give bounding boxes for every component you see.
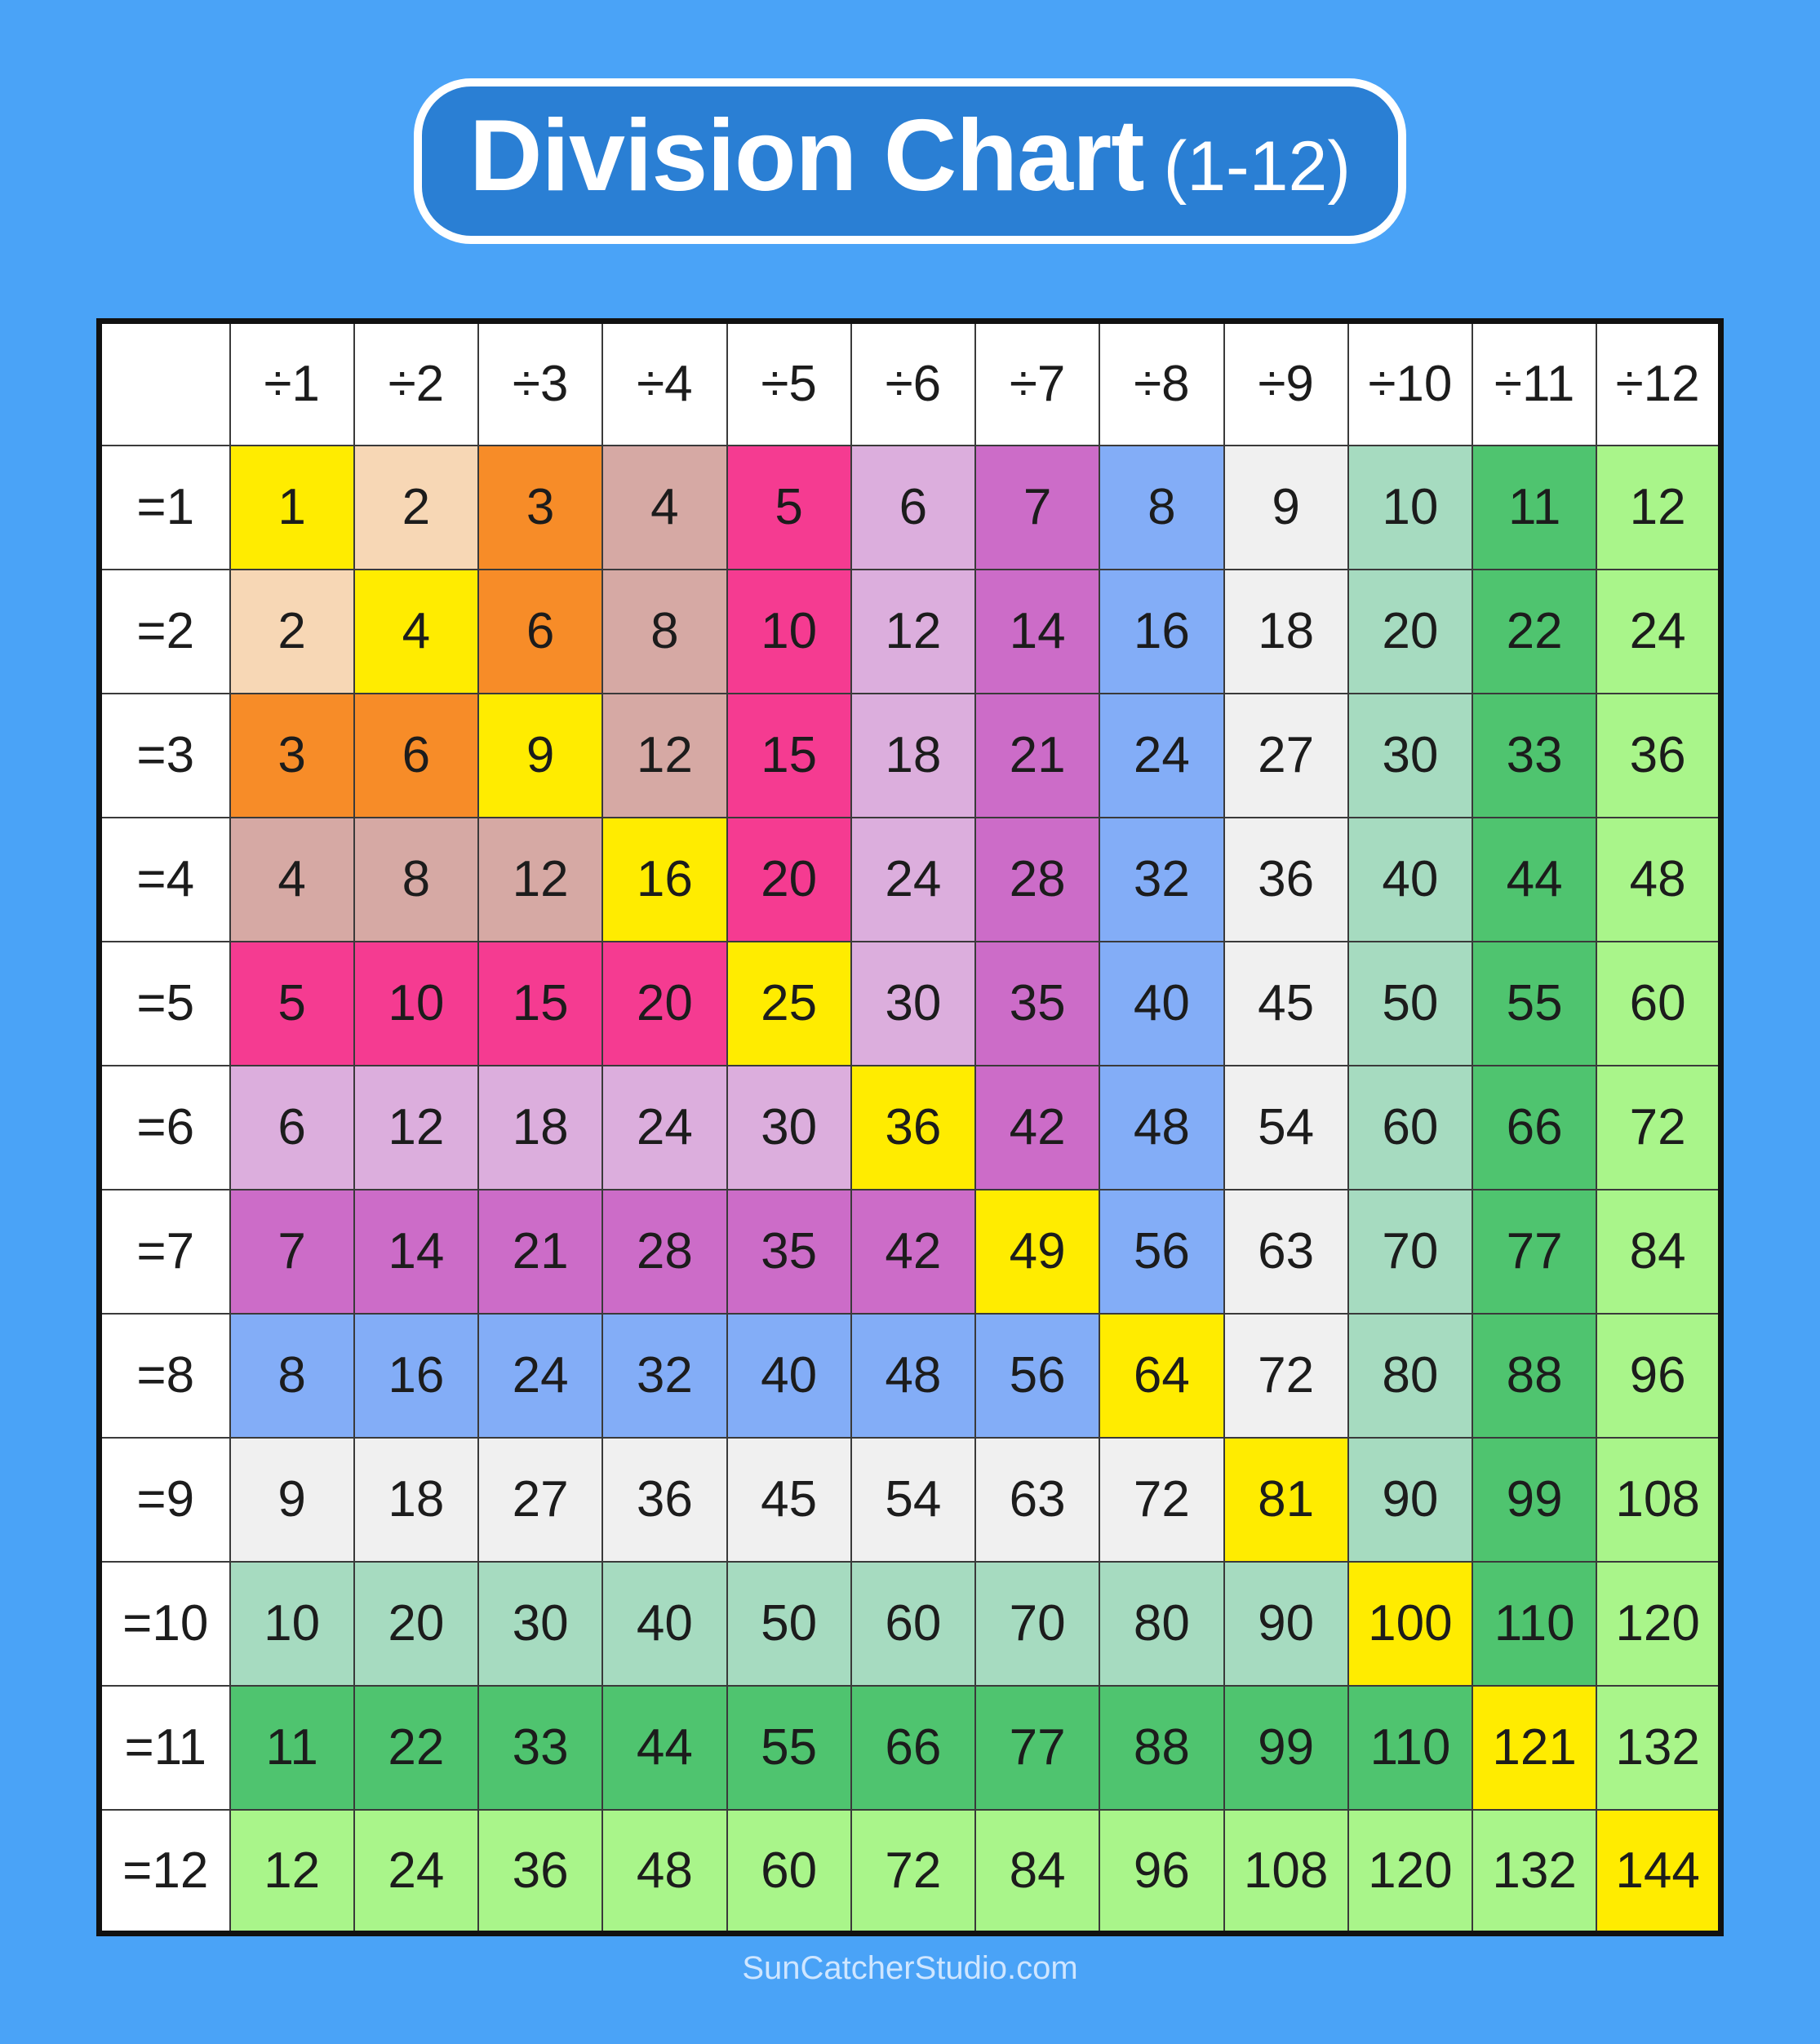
table-header [100,321,1721,446]
cell-r3-c12: 36 [1596,694,1720,818]
column-header-11: ÷11 [1472,321,1596,446]
cell-r2-c8: 16 [1099,570,1223,694]
cell-r8-c9: 72 [1224,1314,1348,1438]
cell-r10-c7: 70 [975,1562,1099,1686]
cell-r8-c8: 64 [1099,1314,1223,1438]
page-title: Division Chart [469,100,1144,212]
cell-r11-c8: 88 [1099,1686,1223,1810]
cell-r1-c4: 4 [602,446,726,570]
cell-r7-c6: 42 [851,1190,975,1314]
cell-r10-c2: 20 [354,1562,478,1686]
cell-r12-c1: 12 [230,1810,354,1934]
cell-r11-c5: 55 [727,1686,851,1810]
cell-r10-c3: 30 [478,1562,602,1686]
cell-r3-c6: 18 [851,694,975,818]
cell-r3-c5: 15 [727,694,851,818]
cell-r4-c11: 44 [1472,818,1596,942]
table-row [100,1810,1721,1934]
cell-r8-c11: 88 [1472,1314,1596,1438]
cell-r10-c8: 80 [1099,1562,1223,1686]
cell-r2-c1: 2 [230,570,354,694]
cell-r5-c11: 55 [1472,942,1596,1066]
cell-r5-c10: 50 [1348,942,1472,1066]
cell-r5-c12: 60 [1596,942,1720,1066]
cell-r9-c6: 54 [851,1438,975,1562]
division-table [96,318,1724,1936]
cell-r1-c12: 12 [1596,446,1720,570]
cell-r12-c8: 96 [1099,1810,1223,1934]
cell-r8-c7: 56 [975,1314,1099,1438]
cell-r10-c11: 110 [1472,1562,1596,1686]
cell-r8-c6: 48 [851,1314,975,1438]
row-header-2: =2 [100,570,230,694]
cell-r1-c3: 3 [478,446,602,570]
cell-r4-c2: 8 [354,818,478,942]
cell-r11-c12: 132 [1596,1686,1720,1810]
cell-r9-c2: 18 [354,1438,478,1562]
table-row [100,1562,1721,1686]
row-header-10: =10 [100,1562,230,1686]
cell-r5-c2: 10 [354,942,478,1066]
cell-r7-c11: 77 [1472,1190,1596,1314]
cell-r9-c4: 36 [602,1438,726,1562]
cell-r3-c3: 9 [478,694,602,818]
cell-r4-c1: 4 [230,818,354,942]
cell-r12-c3: 36 [478,1810,602,1934]
cell-r10-c10: 100 [1348,1562,1472,1686]
cell-r7-c2: 14 [354,1190,478,1314]
cell-r2-c12: 24 [1596,570,1720,694]
chart-table-container [96,318,1724,1936]
column-header-4: ÷4 [602,321,726,446]
cell-r9-c1: 9 [230,1438,354,1562]
cell-r11-c6: 66 [851,1686,975,1810]
cell-r9-c10: 90 [1348,1438,1472,1562]
table-row [100,942,1721,1066]
cell-r3-c9: 27 [1224,694,1348,818]
cell-r6-c8: 48 [1099,1066,1223,1190]
cell-r3-c2: 6 [354,694,478,818]
cell-r2-c5: 10 [727,570,851,694]
cell-r11-c9: 99 [1224,1686,1348,1810]
cell-r1-c1: 1 [230,446,354,570]
cell-r10-c9: 90 [1224,1562,1348,1686]
cell-r4-c5: 20 [727,818,851,942]
cell-r2-c4: 8 [602,570,726,694]
cell-r7-c12: 84 [1596,1190,1720,1314]
cell-r4-c8: 32 [1099,818,1223,942]
column-header-9: ÷9 [1224,321,1348,446]
cell-r1-c9: 9 [1224,446,1348,570]
cell-r9-c5: 45 [727,1438,851,1562]
row-header-8: =8 [100,1314,230,1438]
cell-r3-c10: 30 [1348,694,1472,818]
cell-r6-c11: 66 [1472,1066,1596,1190]
cell-r2-c7: 14 [975,570,1099,694]
cell-r5-c9: 45 [1224,942,1348,1066]
cell-r1-c8: 8 [1099,446,1223,570]
cell-r7-c4: 28 [602,1190,726,1314]
column-header-6: ÷6 [851,321,975,446]
cell-r6-c1: 6 [230,1066,354,1190]
cell-r7-c10: 70 [1348,1190,1472,1314]
row-header-5: =5 [100,942,230,1066]
cell-r6-c10: 60 [1348,1066,1472,1190]
cell-r2-c3: 6 [478,570,602,694]
cell-r8-c5: 40 [727,1314,851,1438]
cell-r6-c7: 42 [975,1066,1099,1190]
cell-r6-c3: 18 [478,1066,602,1190]
cell-r6-c5: 30 [727,1066,851,1190]
footer-credit: SunCatcherStudio.com [742,1950,1078,1986]
table-header-row [100,321,1721,446]
cell-r10-c1: 10 [230,1562,354,1686]
cell-r2-c10: 20 [1348,570,1472,694]
column-header-7: ÷7 [975,321,1099,446]
cell-r2-c11: 22 [1472,570,1596,694]
cell-r11-c11: 121 [1472,1686,1596,1810]
cell-r2-c9: 18 [1224,570,1348,694]
cell-r3-c11: 33 [1472,694,1596,818]
cell-r1-c2: 2 [354,446,478,570]
table-row [100,1686,1721,1810]
cell-r3-c4: 12 [602,694,726,818]
cell-r8-c10: 80 [1348,1314,1472,1438]
row-header-4: =4 [100,818,230,942]
cell-r7-c7: 49 [975,1190,1099,1314]
cell-r11-c3: 33 [478,1686,602,1810]
cell-r12-c5: 60 [727,1810,851,1934]
row-header-9: =9 [100,1438,230,1562]
cell-r10-c12: 120 [1596,1562,1720,1686]
column-header-8: ÷8 [1099,321,1223,446]
table-row [100,694,1721,818]
cell-r4-c9: 36 [1224,818,1348,942]
cell-r7-c5: 35 [727,1190,851,1314]
cell-r12-c6: 72 [851,1810,975,1934]
cell-r5-c5: 25 [727,942,851,1066]
cell-r11-c1: 11 [230,1686,354,1810]
cell-r1-c6: 6 [851,446,975,570]
cell-r8-c3: 24 [478,1314,602,1438]
title-container [0,78,1820,244]
cell-r11-c10: 110 [1348,1686,1472,1810]
column-header-3: ÷3 [478,321,602,446]
cell-r4-c4: 16 [602,818,726,942]
cell-r2-c6: 12 [851,570,975,694]
page-title-range: (1-12) [1163,127,1351,206]
cell-r12-c7: 84 [975,1810,1099,1934]
cell-r7-c9: 63 [1224,1190,1348,1314]
column-header-12: ÷12 [1596,321,1720,446]
cell-r11-c2: 22 [354,1686,478,1810]
cell-r5-c8: 40 [1099,942,1223,1066]
column-header-1: ÷1 [230,321,354,446]
cell-r11-c7: 77 [975,1686,1099,1810]
cell-r9-c12: 108 [1596,1438,1720,1562]
cell-r1-c11: 11 [1472,446,1596,570]
cell-r3-c7: 21 [975,694,1099,818]
cell-r5-c1: 5 [230,942,354,1066]
cell-r12-c12: 144 [1596,1810,1720,1934]
cell-r4-c6: 24 [851,818,975,942]
cell-r12-c2: 24 [354,1810,478,1934]
title-plate [414,78,1406,244]
cell-r1-c7: 7 [975,446,1099,570]
table-row [100,818,1721,942]
cell-r6-c6: 36 [851,1066,975,1190]
cell-r9-c7: 63 [975,1438,1099,1562]
cell-r12-c11: 132 [1472,1810,1596,1934]
cell-r9-c8: 72 [1099,1438,1223,1562]
cell-r12-c10: 120 [1348,1810,1472,1934]
cell-r6-c12: 72 [1596,1066,1720,1190]
cell-r11-c4: 44 [602,1686,726,1810]
cell-r8-c1: 8 [230,1314,354,1438]
cell-r5-c7: 35 [975,942,1099,1066]
cell-r4-c7: 28 [975,818,1099,942]
cell-r8-c4: 32 [602,1314,726,1438]
cell-r6-c9: 54 [1224,1066,1348,1190]
cell-r8-c12: 96 [1596,1314,1720,1438]
row-header-7: =7 [100,1190,230,1314]
table-row [100,1438,1721,1562]
table-row [100,1066,1721,1190]
cell-r5-c3: 15 [478,942,602,1066]
row-header-11: =11 [100,1686,230,1810]
cell-r4-c12: 48 [1596,818,1720,942]
cell-r12-c9: 108 [1224,1810,1348,1934]
row-header-12: =12 [100,1810,230,1934]
column-header-5: ÷5 [727,321,851,446]
cell-r10-c4: 40 [602,1562,726,1686]
cell-r3-c1: 3 [230,694,354,818]
column-header-10: ÷10 [1348,321,1472,446]
cell-r6-c4: 24 [602,1066,726,1190]
cell-r7-c8: 56 [1099,1190,1223,1314]
cell-r6-c2: 12 [354,1066,478,1190]
cell-r12-c4: 48 [602,1810,726,1934]
row-header-3: =3 [100,694,230,818]
table-body [100,446,1721,1934]
row-header-1: =1 [100,446,230,570]
table-row [100,570,1721,694]
cell-r2-c2: 4 [354,570,478,694]
cell-r4-c10: 40 [1348,818,1472,942]
table-corner-cell [100,321,230,446]
cell-r3-c8: 24 [1099,694,1223,818]
table-row [100,446,1721,570]
cell-r8-c2: 16 [354,1314,478,1438]
cell-r9-c3: 27 [478,1438,602,1562]
cell-r7-c3: 21 [478,1190,602,1314]
table-row [100,1190,1721,1314]
cell-r10-c6: 60 [851,1562,975,1686]
cell-r7-c1: 7 [230,1190,354,1314]
cell-r5-c6: 30 [851,942,975,1066]
cell-r10-c5: 50 [727,1562,851,1686]
cell-r1-c5: 5 [727,446,851,570]
cell-r1-c10: 10 [1348,446,1472,570]
cell-r9-c9: 81 [1224,1438,1348,1562]
table-row [100,1314,1721,1438]
cell-r4-c3: 12 [478,818,602,942]
cell-r9-c11: 99 [1472,1438,1596,1562]
row-header-6: =6 [100,1066,230,1190]
column-header-2: ÷2 [354,321,478,446]
cell-r5-c4: 20 [602,942,726,1066]
